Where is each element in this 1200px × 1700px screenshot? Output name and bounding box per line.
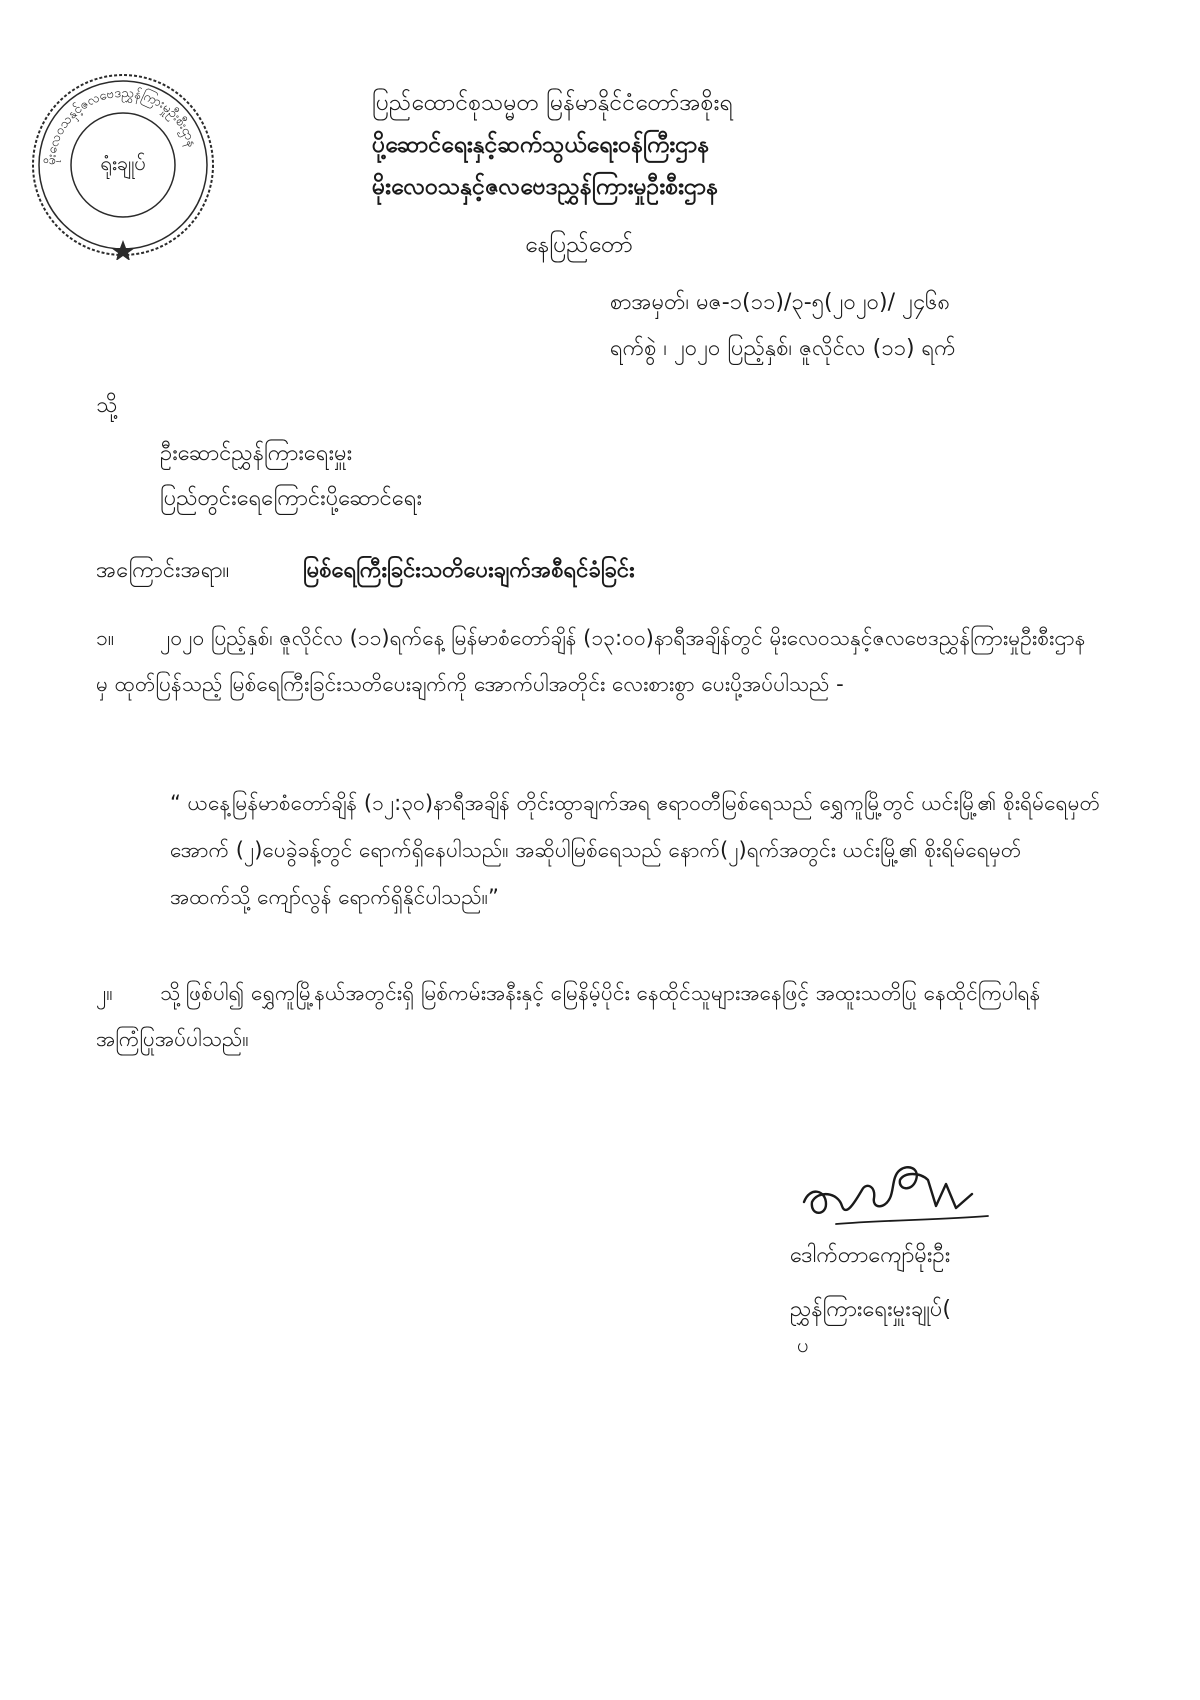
paragraph-2-number: ၂။ <box>96 981 113 1005</box>
recipient-title: ဦးဆောင်ညွှန်ကြားရေးမှူး <box>160 441 353 466</box>
paragraph-2 <box>96 970 1096 1062</box>
to-label: သို့ <box>96 393 118 418</box>
reference-number: စာအမှတ်၊ မဇ-၁(၁၁)/၃-၅(၂၀၂၀)/ ၂၄၆၈ <box>610 290 951 315</box>
paragraph-2-text: သို့ဖြစ်ပါ၍ ရွှေကူမြို့နယ်အတွင်းရှိ မြစ်ကမ်းအနီးနှင့် မြေနိမ့်ပိုင်း နေထိုင်သူများအနေဖြင့် အထူးသတိပြု နေထိုင်ကြပါရန် အကြံပြုအပ်ပါသည်။ <box>96 981 1041 1051</box>
letterhead <box>372 82 972 208</box>
ministry-name: ပို့ဆောင်ရေးနှင့်ဆက်သွယ်ရေးဝန်ကြီးဌာန <box>372 132 710 158</box>
letter-date: ရက်စွဲ ၊ ၂၀၂၀ ပြည့်နှစ်၊ ဇူလိုင်လ (၁၁) ရက် <box>610 336 956 361</box>
flood-warning-quote: “ ယနေ့မြန်မာစံတော်ချိန် (၁၂:၃၀)နာရီအချိန် တိုင်းထွာချက်အရ ဧရာဝတီမြစ်ရေသည် ရွှေကူမြို့တွင် ယင်းမြို့၏ စိုးရိမ်ရေမှတ်အောက် (၂)ပေခွဲခန့်တွင် ရောက်ရှိနေပါသည်။ အဆိုပါမြစ်ရေသည် နောက်(၂)ရက်အတွင်း ယင်းမြို့၏ စိုးရိမ်ရေမှတ်အထက်သို့ ကျော်လွန် ရောက်ရှိနိုင်ပါသည်။” <box>170 791 1101 909</box>
signatory-title: ညွှန်ကြားရေးမှူးချုပ်( <box>790 1297 951 1322</box>
office-seal <box>28 70 218 260</box>
subject-label: အကြောင်းအရာ။ <box>96 558 230 583</box>
paragraph-1-text: ၂၀၂၀ ပြည့်နှစ်၊ ဇူလိုင်လ (၁၁)ရက်နေ့ မြန်မာစံတော်ချိန် (၁၃:၀၀)နာရီအချိန်တွင် မိုးလေဝသနှင့်ဇလဗေဒညွှန်ကြားမှုဦးစီးဌာနမှ ထုတ်ပြန်သည့် မြစ်ရေကြီးခြင်းသတိပေးချက်ကို အောက်ပါအတိုင်း လေးစားစွာ ပေးပို့အပ်ပါသည် - <box>96 626 1086 696</box>
handwritten-signature <box>796 1150 996 1236</box>
subject-text: မြစ်ရေကြီးခြင်းသတိပေးချက်အစီရင်ခံခြင်း <box>303 558 635 583</box>
paragraph-1-number: ၁။ <box>96 626 115 650</box>
recipient-organization: ပြည်တွင်းရေကြောင်းပို့ဆောင်ရေး <box>160 486 423 511</box>
seal-center-text: ရုံးချုပ် <box>100 151 146 175</box>
subject-line <box>96 555 635 588</box>
city-name: နေပြည်တော် <box>525 232 633 258</box>
govt-name: ပြည်ထောင်စုသမ္မတ မြန်မာနိုင်ငံတော်အစိုးရ <box>372 90 733 116</box>
signatory-name: ဒေါက်တာကျော်မိုးဦး <box>790 1243 951 1268</box>
star-icon <box>111 240 135 260</box>
signatory-mark: ပ <box>797 1333 809 1357</box>
paragraph-1 <box>96 615 1096 707</box>
seal-ring-text: မိုးလေဝသနှင့်ဇလဗေဒညွှန်ကြားမှုဦးစီးဌာန <box>43 85 200 166</box>
department-name: မိုးလေဝသနှင့်ဇလဗေဒညွှန်ကြားမှုဦးစီးဌာန <box>372 174 719 200</box>
